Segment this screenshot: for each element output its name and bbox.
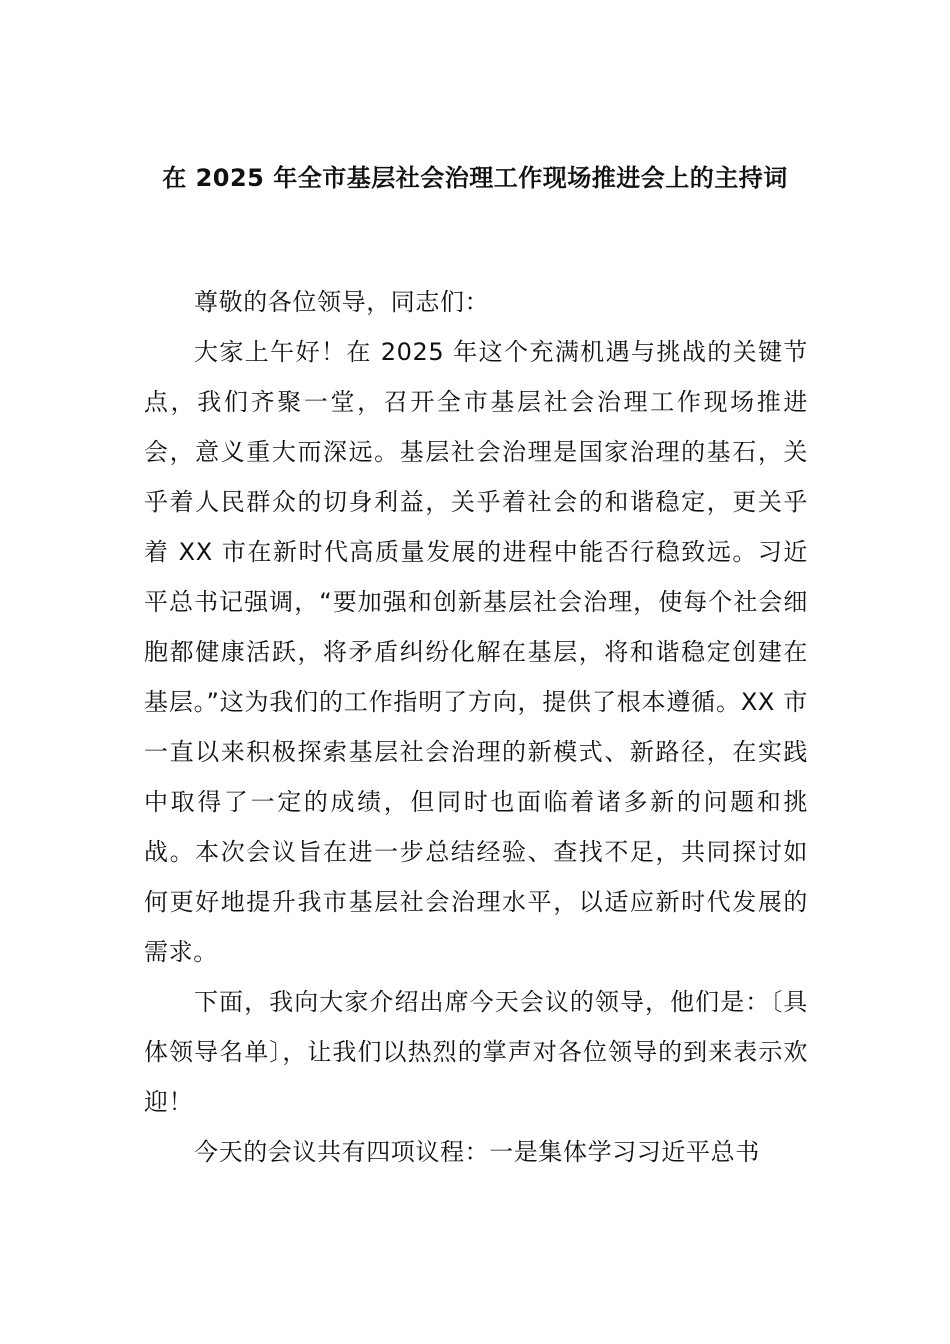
agenda-paragraph: 今天的会议共有四项议程：一是集体学习习近平总书 <box>194 1138 760 1166</box>
leaders-introduction-paragraph: 下面，我向大家介绍出席今天会议的领导，他们是：〔具体领导名单〕，让我们以热烈的掌声对各位领导的到来表示欢迎！ <box>144 988 808 1116</box>
document-title: 在 2025 年全市基层社会治理工作现场推进会上的主持词 <box>162 164 788 192</box>
document-body <box>144 277 808 1177</box>
opening-paragraph: 大家上午好！在 2025 年这个充满机遇与挑战的关键节点，我们齐聚一堂，召开全市基层社会治理工作现场推进会，意义重大而深远。基层社会治理是国家治理的基石，关乎着人民群众的切身利益，关乎着社会的和谐稳定，更关乎着 XX 市在新时代高质量发展的进程中能否行稳致远。习近平总书记强调，“要加强和创新基层社会治理，使每个社会细胞都健康活跃，将矛盾纠纷化解在基层，将和谐稳定创建在基层。”这为我们的工作指明了方向，提供了根本遵循。XX 市一直以来积极探索基层社会治理的新模式、新路径，在实践中取得了一定的成绩，但同时也面临着诸多新的问题和挑战。本次会议旨在进一步总结经验、查找不足，共同探讨如何更好地提升我市基层社会治理水平，以适应新时代发展的需求。 <box>144 338 808 966</box>
salutation-paragraph: 尊敬的各位领导，同志们： <box>194 288 490 316</box>
